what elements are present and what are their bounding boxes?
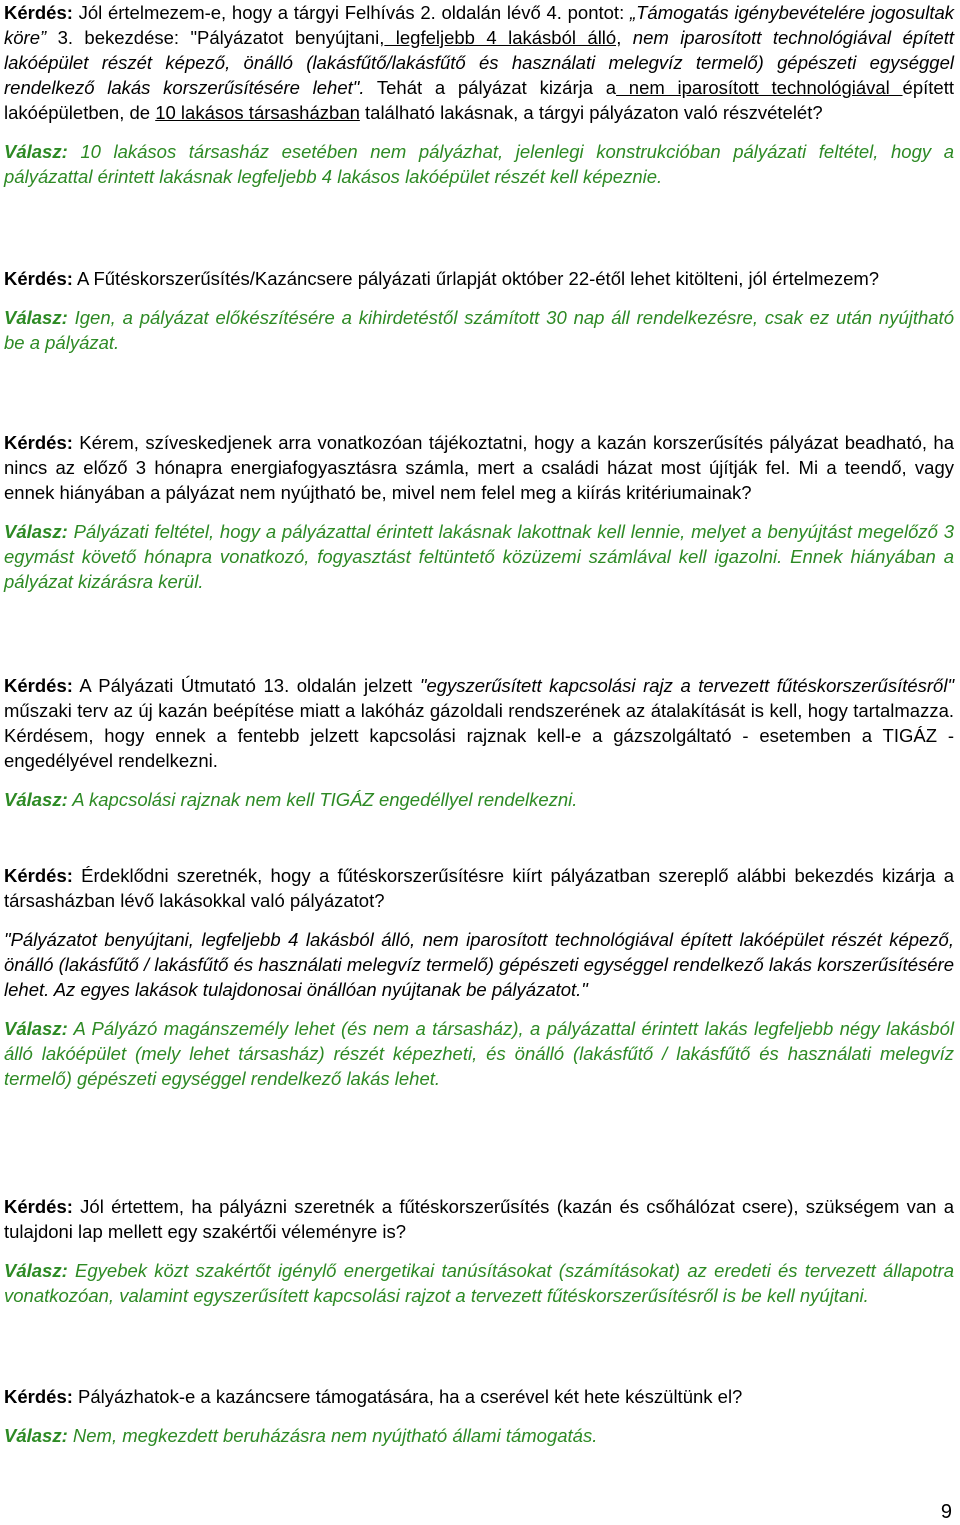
answer-2: Válasz: Igen, a pályázat előkészítésére a kihirdetéstől számított 30 nap áll rendelkezésre, csak ez után nyújtható be a pályázat. [4,307,954,353]
answer-6: Válasz: Egyebek közt szakértőt igénylő energetikai tanúsításokat (számításokat) az eredeti és tervezett állapotra vonatkozóan, valamint egyszerűsített kapcsolási rajzot a tervezett fűtéskorszerűsítésről is be kell nyújtani. [4,1260,954,1306]
qa-block-1 [4,0,954,189]
answer-label: Válasz: [4,1018,68,1039]
qa-block-4 [4,673,954,812]
question-label: Kérdés: [4,2,73,23]
answer-7: Válasz: Nem, megkezdett beruházásra nem nyújtható állami támogatás. [4,1425,598,1446]
page-number: 9 [940,1501,952,1523]
question-5: Kérdés: Érdeklődni szeretnék, hogy a fűtéskorszerűsítésre kiírt pályázatban szereplő alábbi bekezdés kizárja a társasházban lévő lakásokkal való pályázatot? [4,865,954,911]
qa-block-2 [4,266,954,355]
answer-5: Válasz: A Pályázó magánszemély lehet (és nem a társasház), a pályázattal érintett lakás legfeljebb négy lakásból álló lakóépület (mely lehet társasház) részét képezheti, és önálló (lakásfűtő / lakásfűtő és használati melegvíz termelő) gépészeti egységgel rendelkező lakás lehet. [4,1018,954,1089]
question-label: Kérdés: [4,432,73,453]
answer-label: Válasz: [4,1260,68,1281]
question-label: Kérdés: [4,268,73,289]
answer-label: Válasz: [4,1425,68,1446]
answer-1: Válasz: 10 lakásos társasház esetében nem pályázhat, jelenlegi konstrukcióban pályázati feltétel, hogy a pályázattal érintett lakásnak legfeljebb 4 lakásos lakóépület részét kell képeznie. [4,141,954,187]
question-3: Kérdés: Kérem, szíveskedjenek arra vonatkozóan tájékoztatni, hogy a kazán korszerűsítés pályázat beadható, ha nincs az előző 3 hónapra energiafogyasztásra számla, mert a családi házat most újítják fel. Mi a teendő, vagy ennek hiányában a pályázat nem nyújtható be, mivel nem felel meg a kiírás kritériumainak? [4,432,954,503]
question-label: Kérdés: [4,865,73,886]
question-label: Kérdés: [4,1196,73,1217]
question-2: Kérdés: A Fűtéskorszerűsítés/Kazáncsere pályázati űrlapját október 22-étől lehet kitölteni, jól értelmezem? [4,268,880,289]
question-label: Kérdés: [4,1386,73,1407]
answer-label: Válasz: [4,521,68,542]
qa-block-7 [4,1384,954,1448]
quoted-paragraph: "Pályázatot benyújtani, legfeljebb 4 lakásból álló, nem iparosított technológiával épített lakóépület részét képező, önálló (lakásfűtő / lakásfűtő és használati melegvíz termelő) gépészeti egységgel rendelkező lakás korszerűsítésére lehet. Az egyes lakások tulajdonosai önállóan nyújtanak be pályázatot." [4,929,954,1000]
answer-label: Válasz: [4,789,68,810]
answer-3: Válasz: Pályázati feltétel, hogy a pályázattal érintett lakásnak lakottnak kell lennie, melyet a benyújtást megelőző 3 egymást követő hónapra vonatkozó, fogyasztást feltüntető közüzemi számlával kell igazolni. Ennek hiányában a pályázat kizárásra kerül. [4,521,954,592]
answer-4: Válasz: A kapcsolási rajznak nem kell TIGÁZ engedéllyel rendelkezni. [4,789,578,810]
question-7: Kérdés: Pályázhatok-e a kazáncsere támogatására, ha a cserével két hete készültünk el? [4,1386,743,1407]
qa-block-6 [4,1194,954,1308]
question-6: Kérdés: Jól értettem, ha pályázni szeretnék a fűtéskorszerűsítés (kazán és csőhálózat csere), szükségem van a tulajdoni lap mellett egy szakértői véleményre is? [4,1196,954,1242]
question-label: Kérdés: [4,675,73,696]
question-1: Kérdés: Jól értelmezem-e, hogy a tárgyi Felhívás 2. oldalán lévő 4. pontot: „Támogatás igénybevételére jogosultak köre” 3. bekezdése: "Pályázatot benyújtani, legfeljebb 4 lakásból álló, nem iparosított technológiával épített lakóépület részét képező, önálló (lakásfűtő/lakásfűtő és használati melegvíz termelő) gépészeti egységgel rendelkező lakás korszerűsítésére lehet". Tehát a pályázat kizárja a nem iparosított technológiával épített lakóépületben, de 10 lakásos társasházban található lakásnak, a tárgyi pályázaton való részvételét? [4,2,954,123]
qa-block-3 [4,430,954,594]
qa-block-5 [4,863,954,1091]
answer-label: Válasz: [4,141,68,162]
question-4: Kérdés: A Pályázati Útmutató 13. oldalán jelzett "egyszerűsített kapcsolási rajz a tervezett fűtéskorszerűsítésről" műszaki terv az új kazán beépítése miatt a lakóház gázoldali rendszerének az átalakítását is kell, hogy tartalmazza. Kérdésem, hogy ennek a fentebb jelzett kapcsolási rajznak kell-e a gázszolgáltató - esetemben a TIGÁZ - engedélyével rendelkezni. [4,675,955,771]
answer-label: Válasz: [4,307,68,328]
